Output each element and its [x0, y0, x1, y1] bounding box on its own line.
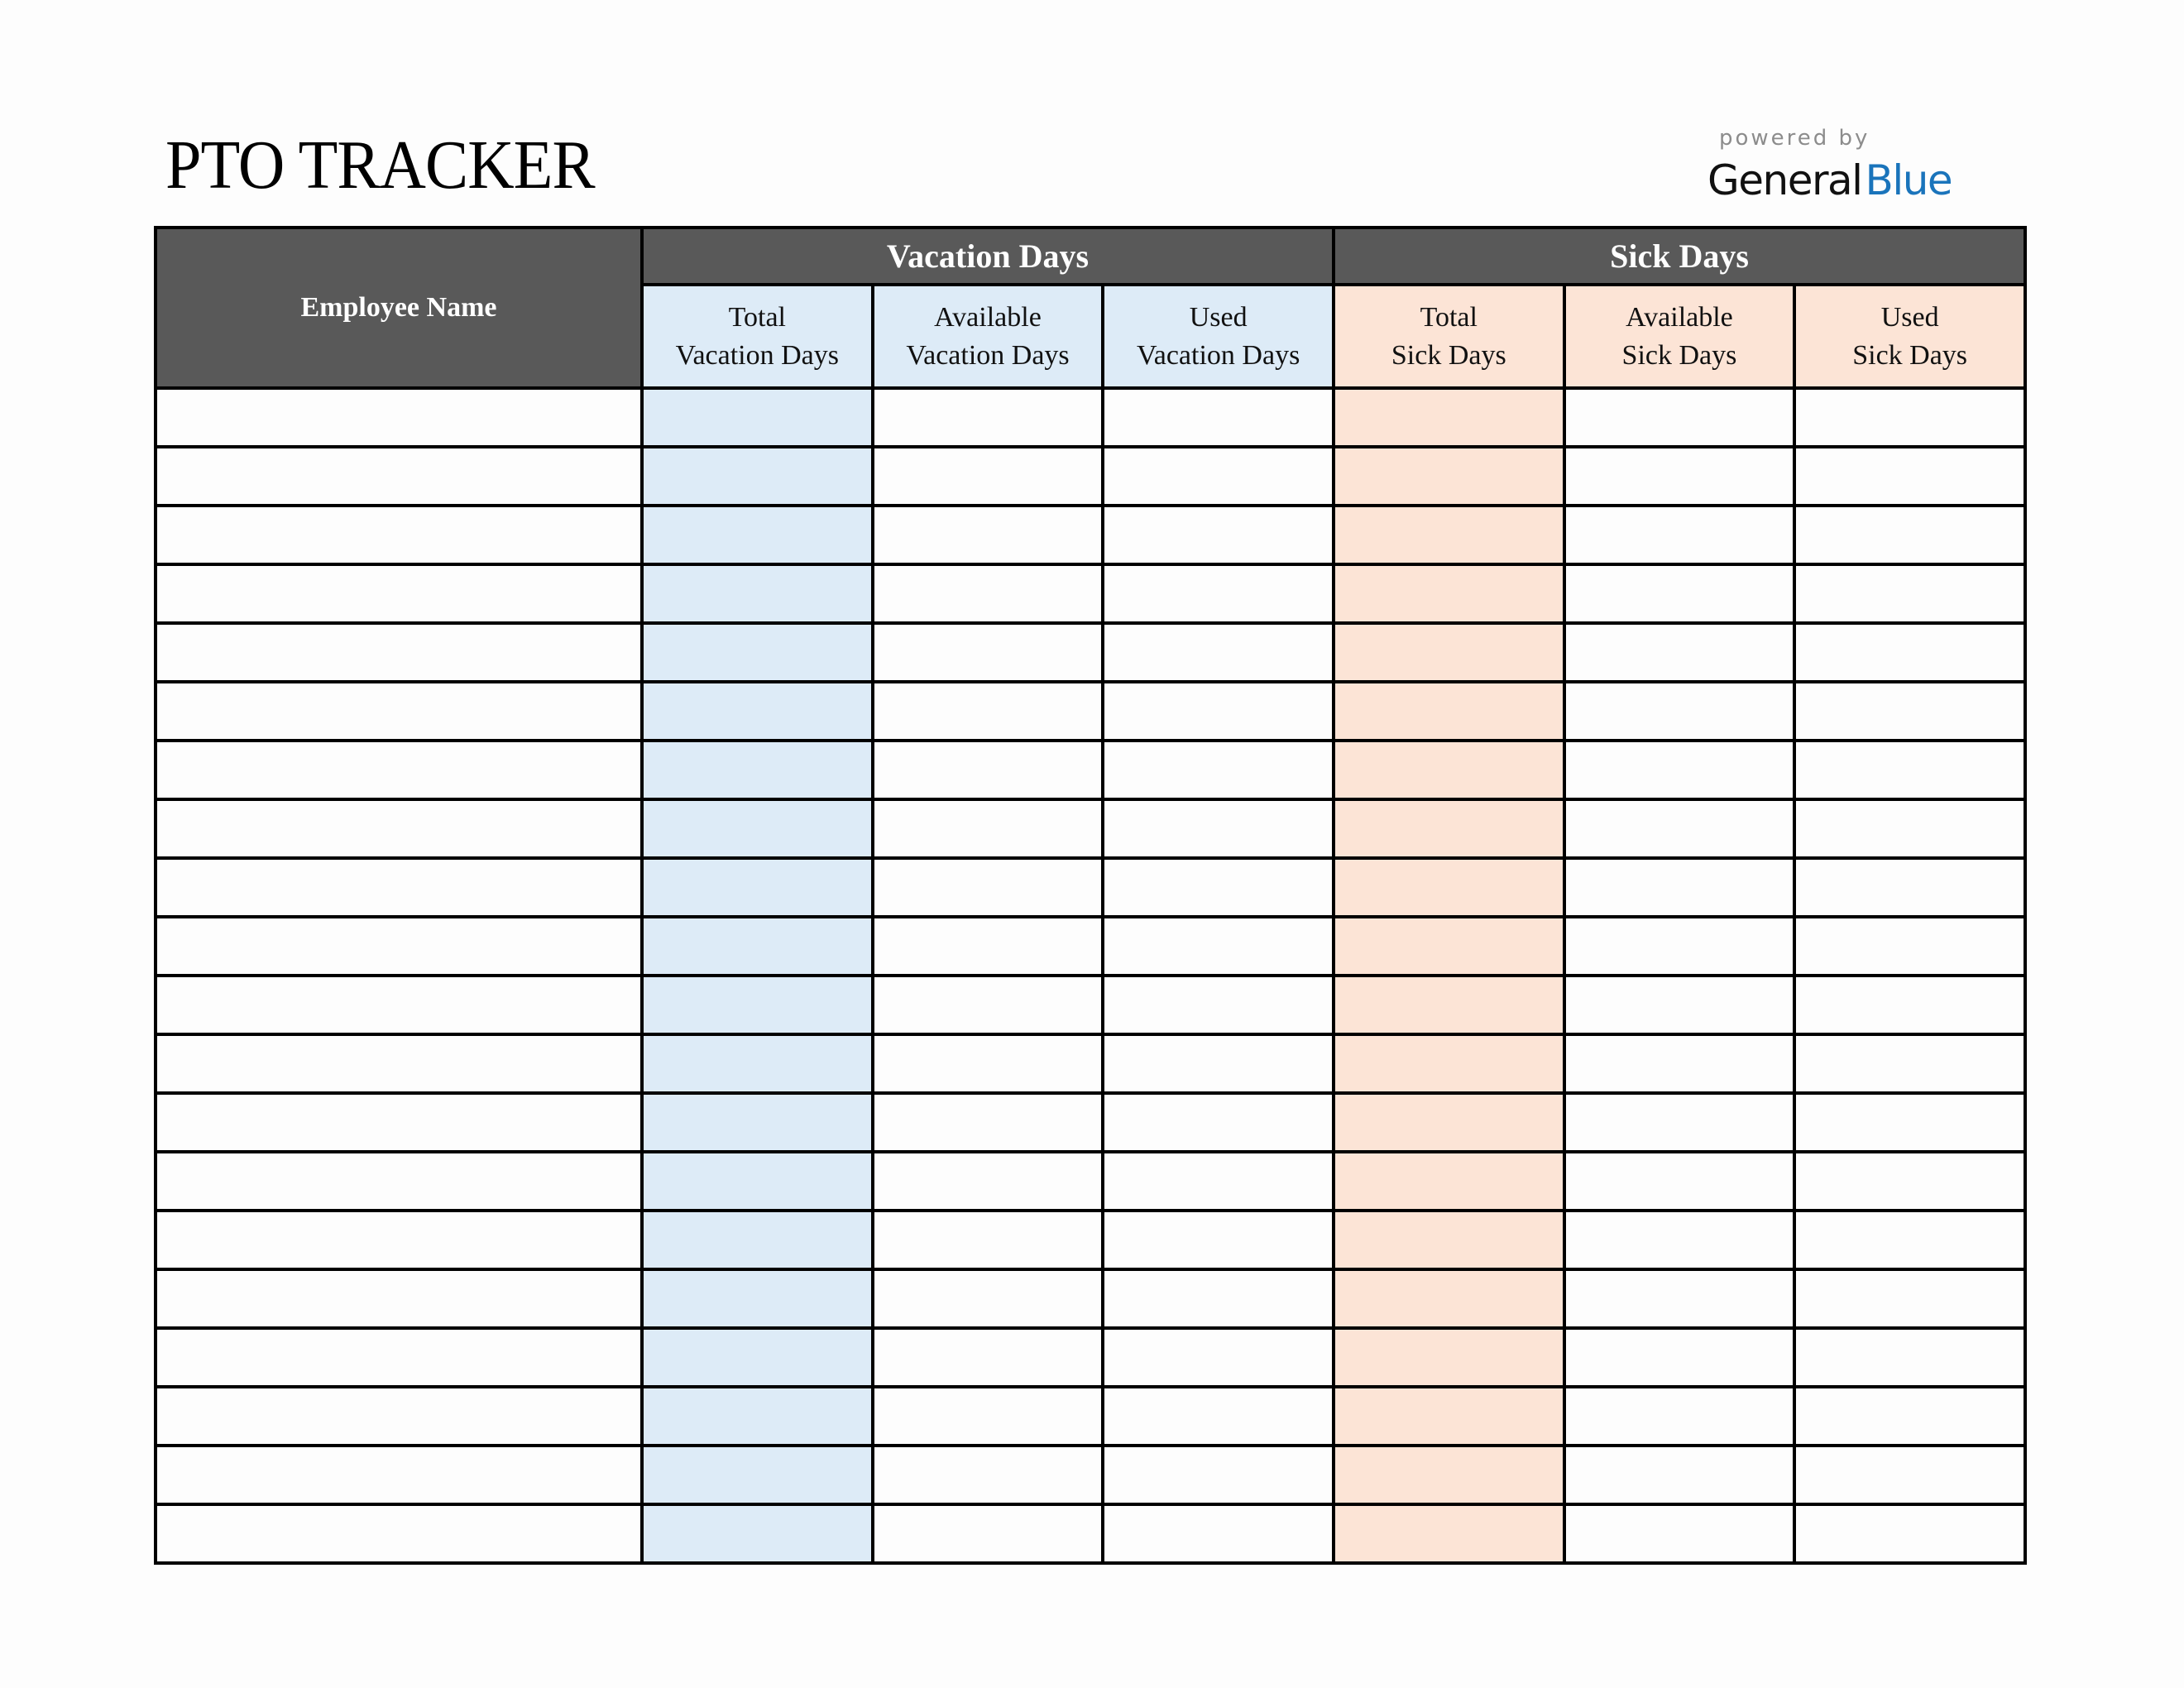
available-vacation-days-header — [873, 285, 1104, 388]
header-line: Vacation Days — [906, 339, 1070, 371]
available-sick-days-cell[interactable] — [1564, 858, 1795, 917]
used-sick-days-cell[interactable] — [1794, 388, 2025, 447]
employee-name-cell[interactable] — [156, 1328, 642, 1387]
available-sick-days-cell[interactable] — [1564, 682, 1795, 741]
used-vacation-days-cell[interactable] — [1103, 1034, 1334, 1093]
used-sick-days-cell[interactable] — [1794, 917, 2025, 976]
available-vacation-days-cell[interactable] — [873, 1034, 1104, 1093]
used-sick-days-cell[interactable] — [1794, 564, 2025, 623]
total-vacation-days-cell[interactable] — [642, 741, 873, 799]
table-row — [156, 1152, 2025, 1211]
used-vacation-days-cell[interactable] — [1103, 682, 1334, 741]
total-sick-days-cell[interactable] — [1334, 447, 1564, 506]
group-header-row — [156, 228, 2025, 285]
header-line: Sick Days — [1621, 339, 1737, 371]
pto-tracker-table — [154, 226, 2027, 1565]
employee-name-cell[interactable] — [156, 799, 642, 858]
available-sick-days-cell[interactable] — [1564, 388, 1795, 447]
brand-general: General — [1707, 156, 1862, 204]
available-vacation-days-cell[interactable] — [873, 1328, 1104, 1387]
table-row — [156, 1269, 2025, 1328]
used-vacation-days-cell[interactable] — [1103, 506, 1334, 564]
table-row — [156, 388, 2025, 447]
header-line: Used — [1189, 301, 1248, 333]
total-sick-days-header — [1334, 285, 1564, 388]
total-vacation-days-cell[interactable] — [642, 858, 873, 917]
available-vacation-days-cell[interactable] — [873, 1504, 1104, 1563]
used-vacation-days-cell[interactable] — [1103, 447, 1334, 506]
available-vacation-days-cell[interactable] — [873, 741, 1104, 799]
table-row — [156, 1328, 2025, 1387]
table-row — [156, 506, 2025, 564]
available-sick-days-cell[interactable] — [1564, 1328, 1795, 1387]
total-vacation-days-header — [642, 285, 873, 388]
total-sick-days-cell[interactable] — [1334, 976, 1564, 1034]
total-sick-days-cell[interactable] — [1334, 917, 1564, 976]
available-sick-days-cell[interactable] — [1564, 1034, 1795, 1093]
used-vacation-days-cell[interactable] — [1103, 1269, 1334, 1328]
used-vacation-days-cell[interactable] — [1103, 564, 1334, 623]
brand-wordmark — [1707, 156, 1952, 205]
available-vacation-days-cell[interactable] — [873, 623, 1104, 682]
table-row — [156, 858, 2025, 917]
total-vacation-days-cell[interactable] — [642, 799, 873, 858]
used-vacation-days-cell[interactable] — [1103, 1504, 1334, 1563]
employee-name-cell[interactable] — [156, 741, 642, 799]
generalblue-logo — [1704, 124, 1985, 215]
available-vacation-days-cell[interactable] — [873, 976, 1104, 1034]
available-vacation-days-cell[interactable] — [873, 1446, 1104, 1504]
used-sick-days-cell[interactable] — [1794, 447, 2025, 506]
used-vacation-days-cell[interactable] — [1103, 741, 1334, 799]
total-vacation-days-cell[interactable] — [642, 976, 873, 1034]
available-vacation-days-cell[interactable] — [873, 917, 1104, 976]
available-vacation-days-cell[interactable] — [873, 1387, 1104, 1446]
used-vacation-days-cell[interactable] — [1103, 1093, 1334, 1152]
table-row — [156, 917, 2025, 976]
total-vacation-days-cell[interactable] — [642, 447, 873, 506]
used-sick-days-cell[interactable] — [1794, 858, 2025, 917]
used-vacation-days-cell[interactable] — [1103, 799, 1334, 858]
total-vacation-days-cell[interactable] — [642, 623, 873, 682]
total-sick-days-cell[interactable] — [1334, 1269, 1564, 1328]
used-vacation-days-cell[interactable] — [1103, 623, 1334, 682]
table-row — [156, 1504, 2025, 1563]
table-row — [156, 1093, 2025, 1152]
total-vacation-days-cell[interactable] — [642, 682, 873, 741]
available-vacation-days-cell[interactable] — [873, 506, 1104, 564]
employee-name-cell[interactable] — [156, 1504, 642, 1563]
available-vacation-days-cell[interactable] — [873, 1211, 1104, 1269]
total-vacation-days-cell[interactable] — [642, 1211, 873, 1269]
table-row — [156, 623, 2025, 682]
employee-name-cell[interactable] — [156, 1446, 642, 1504]
employee-name-cell[interactable] — [156, 388, 642, 447]
employee-name-cell[interactable] — [156, 506, 642, 564]
header-line: Sick Days — [1391, 339, 1506, 371]
used-vacation-days-cell[interactable] — [1103, 1446, 1334, 1504]
employee-name-cell[interactable] — [156, 858, 642, 917]
total-sick-days-cell[interactable] — [1334, 506, 1564, 564]
used-sick-days-cell[interactable] — [1794, 1093, 2025, 1152]
used-sick-days-cell[interactable] — [1794, 1328, 2025, 1387]
available-sick-days-cell[interactable] — [1564, 1211, 1795, 1269]
header-line: Total — [1420, 301, 1478, 333]
total-sick-days-cell[interactable] — [1334, 1328, 1564, 1387]
available-sick-days-cell[interactable] — [1564, 917, 1795, 976]
total-sick-days-cell[interactable] — [1334, 858, 1564, 917]
available-sick-days-cell[interactable] — [1564, 623, 1795, 682]
header-line: Used — [1880, 301, 1939, 333]
table-row — [156, 447, 2025, 506]
used-sick-days-cell[interactable] — [1794, 682, 2025, 741]
used-sick-days-cell[interactable] — [1794, 1387, 2025, 1446]
total-sick-days-cell[interactable] — [1334, 682, 1564, 741]
table-row — [156, 1387, 2025, 1446]
available-sick-days-cell[interactable] — [1564, 741, 1795, 799]
employee-name-cell[interactable] — [156, 447, 642, 506]
header-line: Available — [1626, 301, 1733, 333]
used-vacation-days-cell[interactable] — [1103, 1152, 1334, 1211]
used-sick-days-header — [1794, 285, 2025, 388]
header-line: Total — [728, 301, 787, 333]
used-sick-days-cell[interactable] — [1794, 1152, 2025, 1211]
used-vacation-days-header — [1103, 285, 1334, 388]
total-vacation-days-cell[interactable] — [642, 917, 873, 976]
table-row — [156, 1446, 2025, 1504]
total-sick-days-cell[interactable] — [1334, 1211, 1564, 1269]
total-sick-days-cell[interactable] — [1334, 623, 1564, 682]
used-sick-days-cell[interactable] — [1794, 799, 2025, 858]
available-vacation-days-cell[interactable] — [873, 1269, 1104, 1328]
employee-name-cell[interactable] — [156, 1152, 642, 1211]
powered-by-label: powered by — [1719, 126, 1870, 151]
used-vacation-days-cell[interactable] — [1103, 388, 1334, 447]
employee-name-cell[interactable] — [156, 564, 642, 623]
table-row — [156, 564, 2025, 623]
total-vacation-days-cell[interactable] — [642, 1269, 873, 1328]
vacation-days-group-header: Vacation Days — [642, 228, 1334, 285]
employee-name-header: Employee Name — [156, 228, 642, 388]
used-sick-days-cell[interactable] — [1794, 506, 2025, 564]
available-vacation-days-cell[interactable] — [873, 564, 1104, 623]
header-line: Sick Days — [1852, 339, 1968, 371]
used-vacation-days-cell[interactable] — [1103, 1387, 1334, 1446]
used-sick-days-cell[interactable] — [1794, 623, 2025, 682]
employee-name-cell[interactable] — [156, 1211, 642, 1269]
total-vacation-days-cell[interactable] — [642, 1328, 873, 1387]
total-vacation-days-cell[interactable] — [642, 1446, 873, 1504]
employee-name-cell[interactable] — [156, 1034, 642, 1093]
brand-blue: Blue — [1865, 156, 1952, 204]
total-vacation-days-cell[interactable] — [642, 1387, 873, 1446]
available-vacation-days-cell[interactable] — [873, 388, 1104, 447]
used-vacation-days-cell[interactable] — [1103, 976, 1334, 1034]
used-vacation-days-cell[interactable] — [1103, 858, 1334, 917]
total-sick-days-cell[interactable] — [1334, 1504, 1564, 1563]
used-vacation-days-cell[interactable] — [1103, 917, 1334, 976]
table-body — [156, 388, 2025, 1563]
employee-name-cell[interactable] — [156, 1269, 642, 1328]
employee-name-cell[interactable] — [156, 917, 642, 976]
available-sick-days-cell[interactable] — [1564, 1152, 1795, 1211]
table-row — [156, 799, 2025, 858]
header-line: Vacation Days — [1136, 339, 1300, 371]
used-vacation-days-cell[interactable] — [1103, 1211, 1334, 1269]
used-vacation-days-cell[interactable] — [1103, 1328, 1334, 1387]
total-sick-days-cell[interactable] — [1334, 388, 1564, 447]
available-sick-days-cell[interactable] — [1564, 447, 1795, 506]
employee-name-cell[interactable] — [156, 1093, 642, 1152]
employee-name-cell[interactable] — [156, 1387, 642, 1446]
total-sick-days-cell[interactable] — [1334, 1152, 1564, 1211]
table-row — [156, 741, 2025, 799]
page-title: PTO TRACKER — [165, 127, 595, 204]
available-vacation-days-cell[interactable] — [873, 799, 1104, 858]
table-row — [156, 682, 2025, 741]
header-line: Available — [934, 301, 1042, 333]
available-sick-days-cell[interactable] — [1564, 1093, 1795, 1152]
used-sick-days-cell[interactable] — [1794, 1446, 2025, 1504]
total-vacation-days-cell[interactable] — [642, 1034, 873, 1093]
table-row — [156, 1034, 2025, 1093]
total-vacation-days-cell[interactable] — [642, 388, 873, 447]
total-vacation-days-cell[interactable] — [642, 1152, 873, 1211]
total-sick-days-cell[interactable] — [1334, 1446, 1564, 1504]
table-row — [156, 976, 2025, 1034]
available-vacation-days-cell[interactable] — [873, 447, 1104, 506]
used-sick-days-cell[interactable] — [1794, 741, 2025, 799]
sick-days-group-header: Sick Days — [1334, 228, 2025, 285]
available-sick-days-cell[interactable] — [1564, 564, 1795, 623]
available-sick-days-cell[interactable] — [1564, 1504, 1795, 1563]
total-sick-days-cell[interactable] — [1334, 564, 1564, 623]
available-vacation-days-cell[interactable] — [873, 1152, 1104, 1211]
available-vacation-days-cell[interactable] — [873, 1093, 1104, 1152]
available-sick-days-cell[interactable] — [1564, 799, 1795, 858]
used-sick-days-cell[interactable] — [1794, 1269, 2025, 1328]
available-sick-days-cell[interactable] — [1564, 506, 1795, 564]
used-sick-days-cell[interactable] — [1794, 1211, 2025, 1269]
total-sick-days-cell[interactable] — [1334, 741, 1564, 799]
total-vacation-days-cell[interactable] — [642, 1093, 873, 1152]
available-vacation-days-cell[interactable] — [873, 858, 1104, 917]
total-sick-days-cell[interactable] — [1334, 1093, 1564, 1152]
total-vacation-days-cell[interactable] — [642, 564, 873, 623]
employee-name-cell[interactable] — [156, 976, 642, 1034]
total-sick-days-cell[interactable] — [1334, 799, 1564, 858]
used-sick-days-cell[interactable] — [1794, 976, 2025, 1034]
total-vacation-days-cell[interactable] — [642, 1504, 873, 1563]
available-sick-days-cell[interactable] — [1564, 1269, 1795, 1328]
available-sick-days-header — [1564, 285, 1795, 388]
total-vacation-days-cell[interactable] — [642, 506, 873, 564]
employee-name-cell[interactable] — [156, 623, 642, 682]
total-sick-days-cell[interactable] — [1334, 1387, 1564, 1446]
available-sick-days-cell[interactable] — [1564, 1446, 1795, 1504]
employee-name-cell[interactable] — [156, 682, 642, 741]
available-sick-days-cell[interactable] — [1564, 976, 1795, 1034]
available-vacation-days-cell[interactable] — [873, 682, 1104, 741]
table-row — [156, 1211, 2025, 1269]
used-sick-days-cell[interactable] — [1794, 1504, 2025, 1563]
used-sick-days-cell[interactable] — [1794, 1034, 2025, 1093]
header-line: Vacation Days — [675, 339, 839, 371]
available-sick-days-cell[interactable] — [1564, 1387, 1795, 1446]
total-sick-days-cell[interactable] — [1334, 1034, 1564, 1093]
